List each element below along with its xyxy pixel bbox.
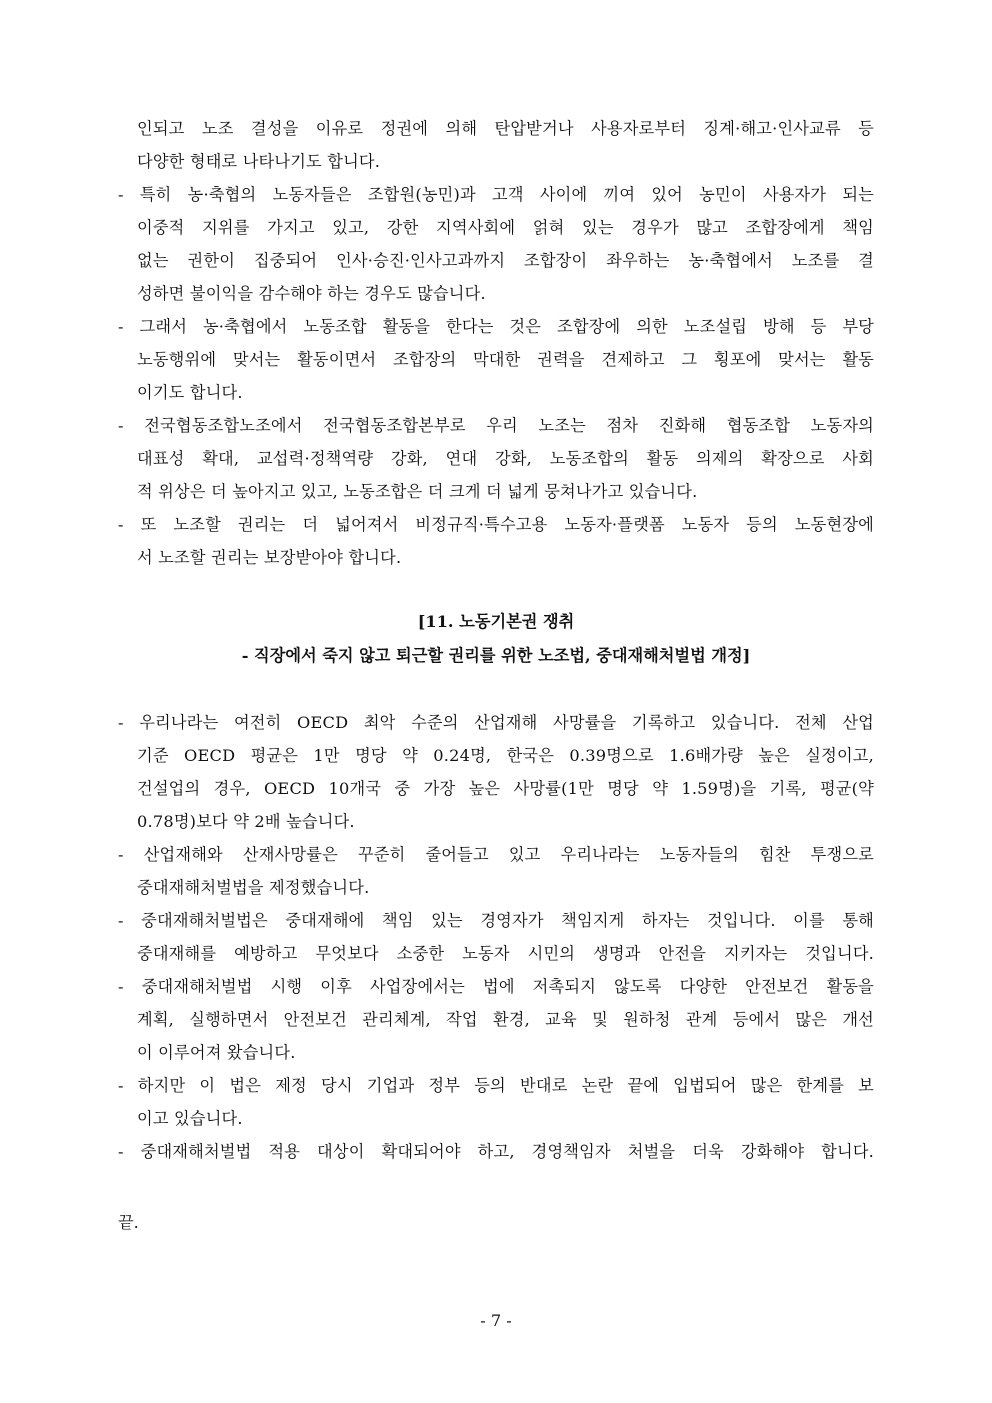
- bullet-line: 서 노조할 권리는 보장받아야 합니다.: [137, 548, 402, 567]
- bullet-line: - 산업재해와 산재사망률은 꾸준히 줄어들고 있고 우리나라는 노동자들의 힘찬 투쟁으로: [118, 845, 874, 864]
- paragraph-line: 인되고 노조 결성을 이유로 정권에 의해 탄압받거나 사용자로부터 징계·해고·인사교류 등: [137, 119, 874, 138]
- bullet-line: 노동행위에 맞서는 활동이면서 조합장의 막대한 권력을 견제하고 그 횡포에 맞서는 활동: [137, 350, 874, 369]
- bullet-line: 0.78명)보다 약 2배 높습니다.: [137, 812, 355, 831]
- bullet-line: 기준 OECD 평균은 1만 명당 약 0.24명, 한국은 0.39명으로 1.6배가량 높은 실정이고,: [137, 746, 874, 765]
- page-number: - 7 -: [480, 1311, 512, 1330]
- bullet-line: 중대재해처벌법을 제정했습니다.: [137, 878, 370, 897]
- bullet-line: - 그래서 농·축협에서 노동조합 활동을 한다는 것은 조합장에 의한 노조설립 방해 등 부당: [118, 317, 874, 336]
- bullet-line: 계획, 실행하면서 안전보건 관리체계, 작업 환경, 교육 및 원하청 관계 등에서 많은 개선: [137, 1010, 874, 1029]
- bullet-line: - 전국협동조합노조에서 전국협동조합본부로 우리 노조는 점차 진화해 협동조합 노동자의: [118, 416, 874, 435]
- bullet-line: 건설업의 경우, OECD 10개국 중 가장 높은 사망률(1만 명당 약 1.59명)을 기록, 평균(약: [137, 779, 874, 798]
- bullet-line: 이 이루어져 왔습니다.: [137, 1043, 296, 1062]
- section-heading-title: [11. 노동기본권 쟁취: [417, 612, 575, 631]
- bullet-line: 중대재해를 예방하고 무엇보다 소중한 노동자 시민의 생명과 안전을 지키자는 것입니다.: [137, 944, 874, 963]
- bullet-line: 적 위상은 더 높아지고 있고, 노동조합은 더 크게 더 넓게 뭉쳐나가고 있습니다.: [137, 482, 698, 501]
- bullet-line: 성하면 불이익을 감수해야 하는 경우도 많습니다.: [137, 284, 486, 303]
- bullet-line: - 특히 농·축협의 노동자들은 조합원(농민)과 고객 사이에 끼여 있어 농민이 사용자가 되는: [118, 185, 874, 204]
- end-mark: 끝.: [118, 1213, 139, 1232]
- bullet-line: 대표성 확대, 교섭력·정책역량 강화, 연대 강화, 노동조합의 활동 의제의 확장으로 사회: [137, 449, 874, 468]
- bullet-line: - 하지만 이 법은 제정 당시 기업과 정부 등의 반대로 논란 끝에 입법되어 많은 한계를 보: [118, 1076, 874, 1095]
- bullet-line: - 중대재해처벌법 적용 대상이 확대되어야 하고, 경영책임자 처벌을 더욱 강화해야 합니다.: [118, 1142, 874, 1161]
- bullet-line: 이기도 합니다.: [137, 383, 243, 402]
- paragraph-line: 다양한 형태로 나타나기도 합니다.: [137, 152, 381, 171]
- bullet-line: - 중대재해처벌법 시행 이후 사업장에서는 법에 저촉되지 않도록 다양한 안전보건 활동을: [118, 977, 874, 996]
- section-top: [118, 112, 874, 574]
- bullet-line: 이고 있습니다.: [137, 1109, 243, 1128]
- bullet-line: - 중대재해처벌법은 중대재해에 책임 있는 경영자가 책임지게 하자는 것입니다. 이를 통해: [118, 911, 874, 930]
- bullet-line: 없는 권한이 집중되어 인사·승진·인사고과까지 조합장이 좌우하는 농·축협에서 노조를 결: [137, 251, 874, 270]
- bullet-line: - 또 노조할 권리는 더 넓어져서 비정규직·특수고용 노동자·플랫폼 노동자 등의 노동현장에: [118, 515, 874, 534]
- bullet-line: 이중적 지위를 가지고 있고, 강한 지역사회에 얽혀 있는 경우가 많고 조합장에게 책임: [137, 218, 874, 237]
- section-bottom: [118, 706, 874, 1168]
- bullet-line: - 우리나라는 여전히 OECD 최악 수준의 산업재해 사망률을 기록하고 있습니다. 전체 산업: [118, 713, 874, 732]
- section-heading-subtitle: - 직장에서 죽지 않고 퇴근할 권리를 위한 노조법, 중대재해처벌법 개정]: [241, 646, 751, 665]
